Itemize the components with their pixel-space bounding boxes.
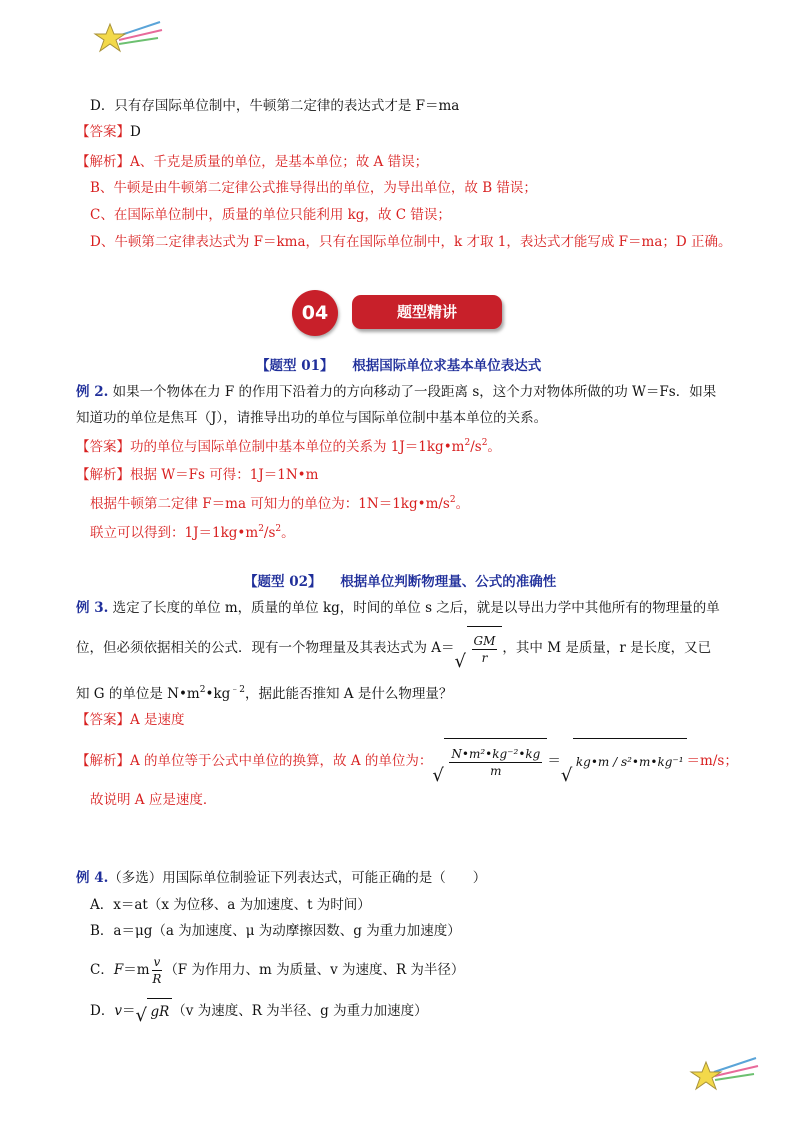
analysis-line: 故说明 A 应是速度． [90,792,217,808]
sqrt-expression: √ kg•m / s²•m•kg⁻¹ [561,738,687,785]
analysis-line [76,152,428,172]
example-line: 知 G 的单位是 $N•m^2•kg^{﹣2}$，据此能否推知 A 是什么物理量？ [76,685,453,702]
sqrt-expression: √ $\frac{\text{N•m²•kg⁻²•kg}}{m}$ [432,738,547,785]
example-label: 例 3. [76,600,109,616]
example-text [76,868,486,888]
answer-text: A 是速度 [130,712,185,728]
type-heading [256,356,541,376]
answer-line: 【答案】功的单位与国际单位制中基本单位的关系为 $1J=1kg•m^2/s^2$。 [76,438,501,455]
answer-text: 功的单位与国际单位制中基本单位的关系为 1J＝1kg•m [130,439,465,455]
shooting-star-icon [688,1054,760,1096]
example-label: 例 4. [76,870,109,886]
section-title: 题型精讲 [352,295,502,329]
answer-label: 【答案】 [76,124,130,140]
example-text [76,382,716,402]
example-stem: （多选）用国际单位制验证下列表达式，可能正确的是（ ） [108,870,487,886]
section-number: 04 [292,290,338,336]
answer-label: 【答案】 [76,712,130,728]
type-label: 【题型 02】 [244,574,322,590]
sqrt-expression: √ gR [135,998,172,1025]
type-title: 根据单位判断物理量、公式的准确性 [340,574,557,590]
analysis-label: 【解析】 [76,154,130,170]
analysis-label: 【解析】 [76,467,130,483]
option-d: D．只有存国际单位制中，牛顿第二定律的表达式才是 F＝ma [90,98,460,114]
section-banner [292,290,504,336]
analysis-line: 联立可以得到：$1J=1kg•m^2/s^2$。 [90,524,295,541]
analysis-line: 【解析】A 的单位等于公式中单位的换算，故 A 的单位为： √ $\frac{\text{N•m²•kg⁻²•kg}}{m}$ ＝ √ kg•m / s²•m•kg⁻¹ ＝m/s； [76,738,738,785]
option-d: D．v＝ √ gR （v 为速度、R 为半径、g 为重力加速度） [90,998,428,1025]
example-line: 位，但必须依据相关的公式．现有一个物理量及其表达式为 A＝ √ $\frac{GM}{r}$ ，其中 M 是质量，r 是长度，又已 [76,626,711,671]
fraction: $\frac{v}{R}$ [152,955,162,986]
type-label: 【题型 01】 [256,358,334,374]
option-a: A．x＝at（x 为位移、a 为加速度、t 为时间） [90,897,371,913]
analysis-text: 根据 W＝Fs 可得：1J＝1N•m [130,467,319,483]
answer-value: D [130,124,141,140]
answer-line [76,122,141,142]
shooting-star-icon [92,18,164,58]
analysis-text: A、千克是质量的单位，是基本单位；故 A 错误； [130,154,429,170]
example-line: 如果一个物体在力 F 的作用下沿着力的方向移动了一段距离 s，这个力对物体所做的功 W＝Fs．如果 [112,384,717,400]
answer-label: 【答案】 [76,439,130,455]
sqrt-expression: √ $\frac{GM}{r}$ [455,626,503,671]
example-label: 例 2. [76,384,109,400]
option-b: B．a＝μg（a 为加速度、μ 为动摩擦因数、g 为重力加速度） [90,923,461,939]
type-heading [244,572,556,592]
example-line: 选定了长度的单位 m，质量的单位 kg，时间的单位 s 之后，就是以导出力学中其他所有的物理量的单 [112,600,720,616]
type-title: 根据国际单位求基本单位表达式 [352,358,542,374]
analysis-line [76,465,318,485]
analysis-line: B、牛顿是由牛顿第二定律公式推导得出的单位，为导出单位，故 B 错误； [90,180,537,196]
analysis-label: 【解析】 [76,753,130,769]
analysis-line: C、在国际单位制中，质量的单位只能利用 kg，故 C 错误； [90,207,451,223]
analysis-line: D、牛顿第二定律表达式为 F＝kma，只有在国际单位制中，k 才取 1，表达式才能写成 F＝ma；D 正确。 [90,234,732,250]
example-line: 知道功的单位是焦耳（J），请推导出功的单位与国际单位制中基本单位的关系。 [76,410,548,426]
answer-line [76,710,185,730]
analysis-line: 根据牛顿第二定律 F＝ma 可知力的单位为：$1N=1kg•m/s^2$。 [90,495,470,512]
example-text [76,598,720,618]
option-c: C．F＝m $\frac{v}{R}$ （F 为作用力、m 为质量、v 为速度、R 为半径） [90,955,465,986]
